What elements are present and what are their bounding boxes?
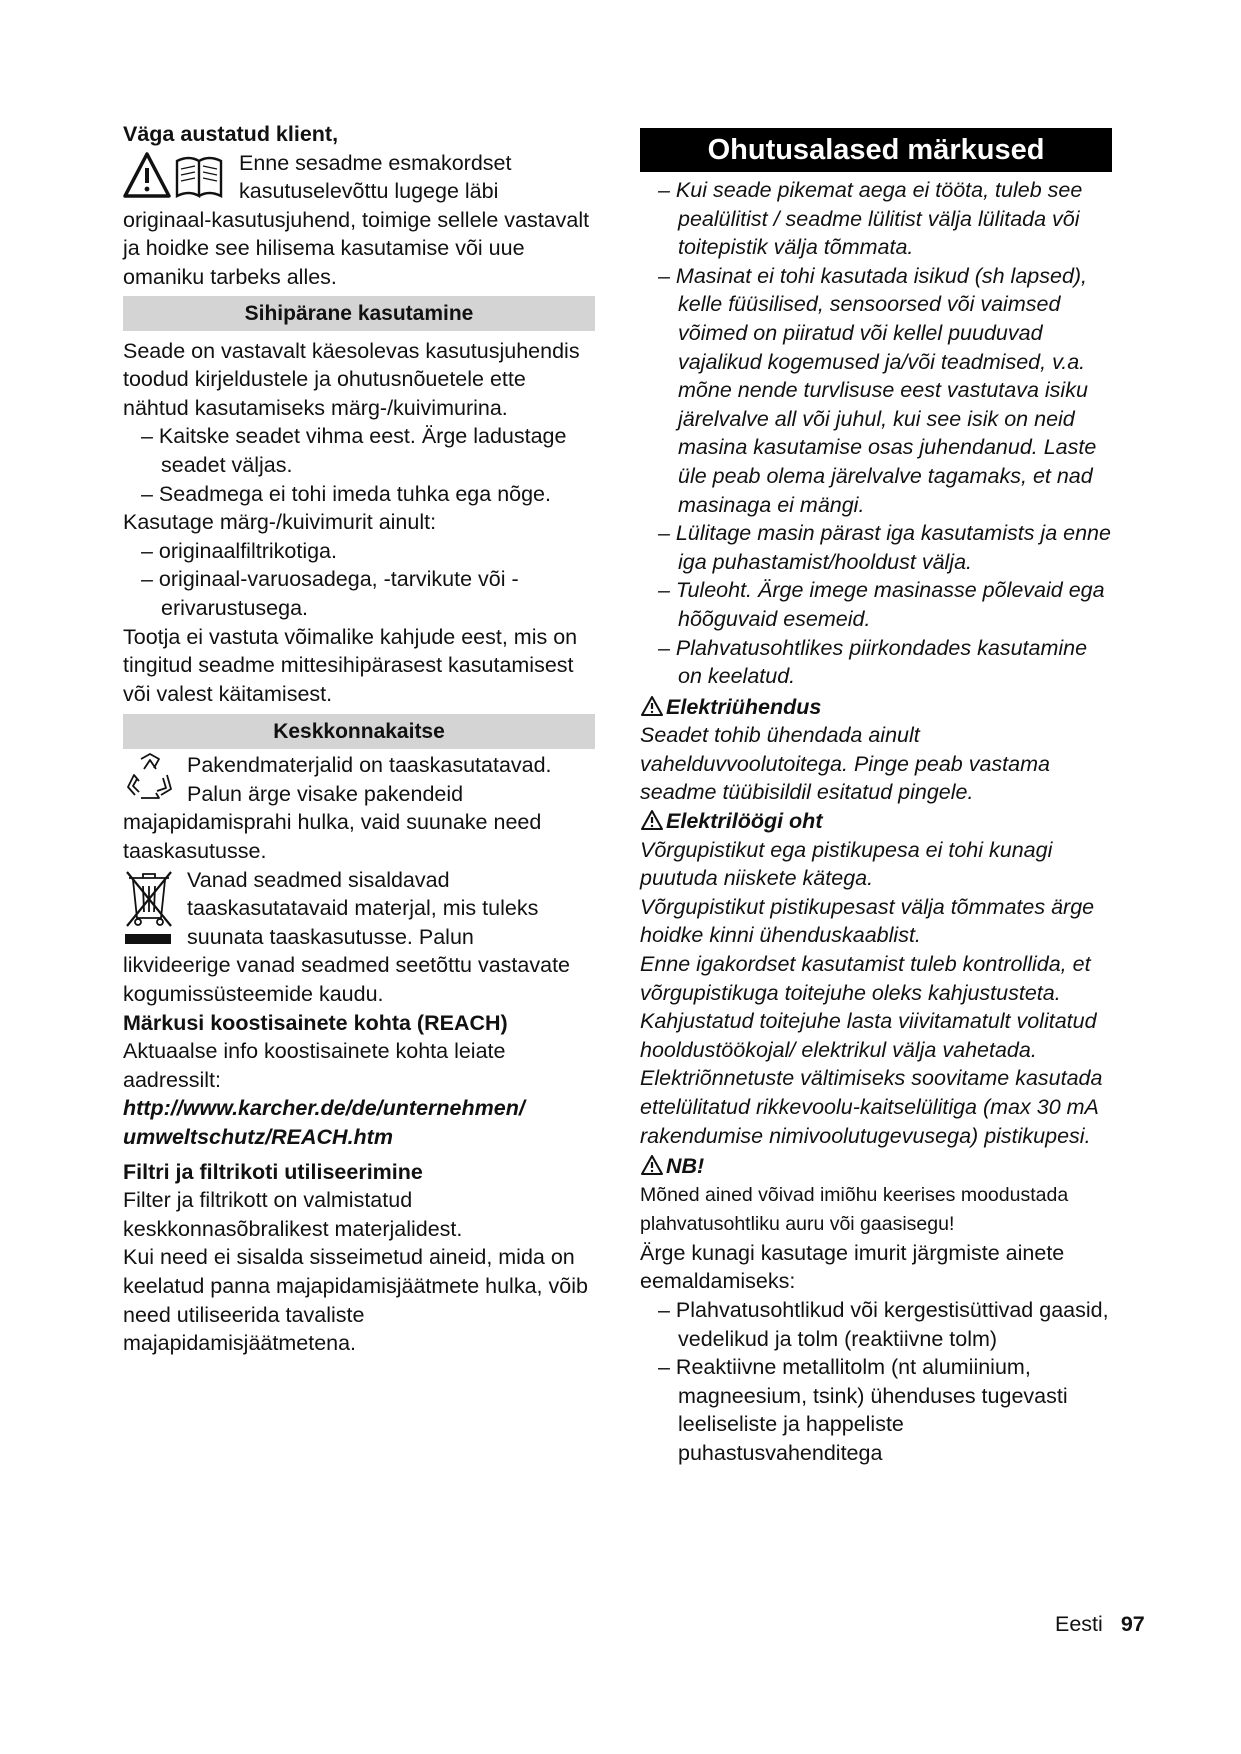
shock-para: Võrgupistikut pistikupesast välja tõmmates ärge hoidke kinni ühenduskaablist. (640, 894, 1095, 948)
shock-para: Elektriõnnetuste vältimiseks soovitame kasutada ettelülitatud rikkevoolu-kaitselülitiga (max 30 mA rakendumise nimivoolutugevusega) pistikupesi. (640, 1066, 1103, 1148)
purpose-text: Seade on vastavalt käesolevas kasutusjuhendis toodud kirjeldustele ja ohutusnõuetele ette nähtud kasutamiseks märg-/kuivimurina. (123, 338, 580, 420)
right-column (640, 128, 1112, 1468)
reach-url-link[interactable]: http://www.karcher.de/de/unternehmen/ umweltschutz/REACH.htm (123, 1096, 525, 1149)
nb-heading-text: NB! (666, 1154, 705, 1179)
weee-line-1: Vanad seadmed sisaldavad (187, 867, 450, 892)
recycle-rest: majapidamisprahi hulka, vaid suunake need taaskasutusse. (123, 810, 542, 864)
reach-heading: Märkusi koostisainete kohta (REACH) (123, 1010, 508, 1035)
intro-line-2: kasutuselevõttu lugege läbi (239, 179, 499, 204)
intro-line-1: Enne sesadme esmakordset (239, 150, 512, 175)
nb-heading (640, 1152, 1112, 1181)
filter-text-1: Filter ja filtrikott on valmistatud keskkonnasõbralikest materjalidest. (123, 1188, 463, 1241)
safety-bullet: – Tuleoht. Ärge imege masinasse põlevaid ega hõõguvaid esemeid. (658, 578, 1105, 631)
nb-text: Ärge kunagi kasutage imurit järgmiste ainete eemaldamiseks: (640, 1240, 1065, 1294)
safety-bullet: – Masinat ei tohi kasutada isikud (sh lapsed), kelle füüsilised, sensoorsed või vaimsed võimed on piiratud või kellel puuduvad vajalikud kogemused ja/või teadmised, v.a. mõne nende turvlisuse eest vastutava isiku järelvalve all või juhul, kui see isik on neid masina kasutamise osas juhendanud. Laste üle peab olema järelvalve tagamaks, et nad masinaga ei mängi. (658, 263, 1097, 517)
purpose-bullet: – Kaitske seadet vihma eest. Ärge ladustage seadet väljas. (141, 424, 567, 477)
shock-heading-text: Elektrilöögi oht (666, 809, 823, 834)
section-band-environment: Keskkonnakaitse (123, 714, 595, 749)
crossed-bin-icon (123, 866, 175, 950)
greeting: Väga austatud klient, (123, 122, 339, 146)
weee-line-3: suunata taaskasutusse. Palun (187, 924, 474, 949)
elec-heading-text: Elektriühendus (666, 694, 822, 719)
liability-text: Tootja ei vastuta võimalike kahjude eest, mis on tingitud seadme mittesihipärasest kasutamisest või valest käitamisest. (123, 624, 578, 706)
section-title-safety: Ohutusalased märkused (640, 128, 1112, 172)
reach-text: Aktuaalse info koostisainete kohta leiate aadressilt: (123, 1039, 506, 1092)
weee-block (123, 866, 595, 1009)
use-bullet: – originaalfiltrikotiga. (141, 538, 337, 563)
filter-heading: Filtri ja filtrikoti utiliseerimine (123, 1159, 423, 1184)
elec-heading (640, 693, 1112, 722)
use-bullet: – originaal-varuosadega, -tarvikute või -erivarustusega. (141, 567, 519, 620)
shock-para: Enne igakordset kasutamist tuleb kontrollida, et võrgupistikuga toitejuhe oleks kahjustusteta. Kahjustatud toitejuhe lasta viivitamatult volitatud hooldustöökojal/ elektrikul välja vahetada. (640, 952, 1097, 1062)
nb-bullet: – Plahvatusohtlikud või kergestisüttivad gaasid, vedelikud ja tolm (reaktiivne tolm) (658, 1297, 1109, 1351)
weee-rest: likvideerige vanad seadmed seetõttu vastavate kogumissüsteemide kaudu. (123, 953, 570, 1007)
recycle-line-1: Pakendmaterjalid on taaskasutatavad. (187, 753, 552, 778)
recycle-line-2: Palun ärge visake pakendeid (187, 781, 464, 806)
safety-bullet: – Plahvatusohtlikes piirkondades kasutamine on keelatud. (658, 635, 1088, 689)
safety-bullet: – Kui seade pikemat aega ei tööta, tuleb see pealülitist / seadme lülitist välja lülitada või toitepistik välja tõmmata. (658, 178, 1083, 260)
page-footer (1055, 1612, 1145, 1637)
section-band-purpose: Sihipärane kasutamine (123, 296, 595, 331)
weee-line-2: taaskasutatavaid materjal, mis tuleks (187, 896, 539, 921)
recycle-icon (123, 751, 177, 805)
intro-rest: originaal-kasutusjuhend, toimige sellele vastavalt ja hoidke see hilisema kasutamise või uue omaniku tarbeks alles. (123, 207, 590, 289)
use-only: Kasutage märg-/kuivimurit ainult: (123, 510, 437, 535)
nb-small-text: Mõned ained võivad imiõhu keerises moodustada plahvatusohtliku auru või gaasisegu! (640, 1183, 1069, 1235)
warning-icon (640, 809, 664, 831)
recycle-block (123, 751, 595, 865)
elec-text: Seadet tohib ühendada ainult vahelduvvoolutoitega. Pinge peab vastama seadme tüübisildil esitatud pingele. (640, 723, 1050, 805)
purpose-bullet: – Seadmega ei tohi imeda tuhka ega nõge. (141, 481, 551, 506)
footer-language: Eesti (1055, 1612, 1103, 1636)
nb-bullet: – Reaktiivne metallitolm (nt alumiinium, magneesium, tsink) ühenduses tugevasti leeliseliste ja happeliste puhastusvahenditega (658, 1355, 1068, 1465)
left-column (123, 120, 595, 1358)
safety-bullet: – Lülitage masin pärast iga kasutamists ja enne iga puhastamist/hooldust välja. (658, 521, 1111, 574)
page-number: 97 (1120, 1612, 1145, 1636)
warning-manual-icon (123, 149, 231, 203)
shock-heading (640, 807, 1112, 836)
warning-icon (640, 1154, 664, 1176)
warning-icon (640, 695, 664, 717)
filter-text-2: Kui need ei sisalda sisseimetud aineid, mida on keelatud panna majapidamisjäätmete hulka, võib need utiliseerida tavaliste majapidamisjäätmetena. (123, 1245, 588, 1356)
intro-block (123, 149, 595, 292)
shock-para: Võrgupistikut ega pistikupesa ei tohi kunagi puutuda niiskete kätega. (640, 837, 1053, 891)
